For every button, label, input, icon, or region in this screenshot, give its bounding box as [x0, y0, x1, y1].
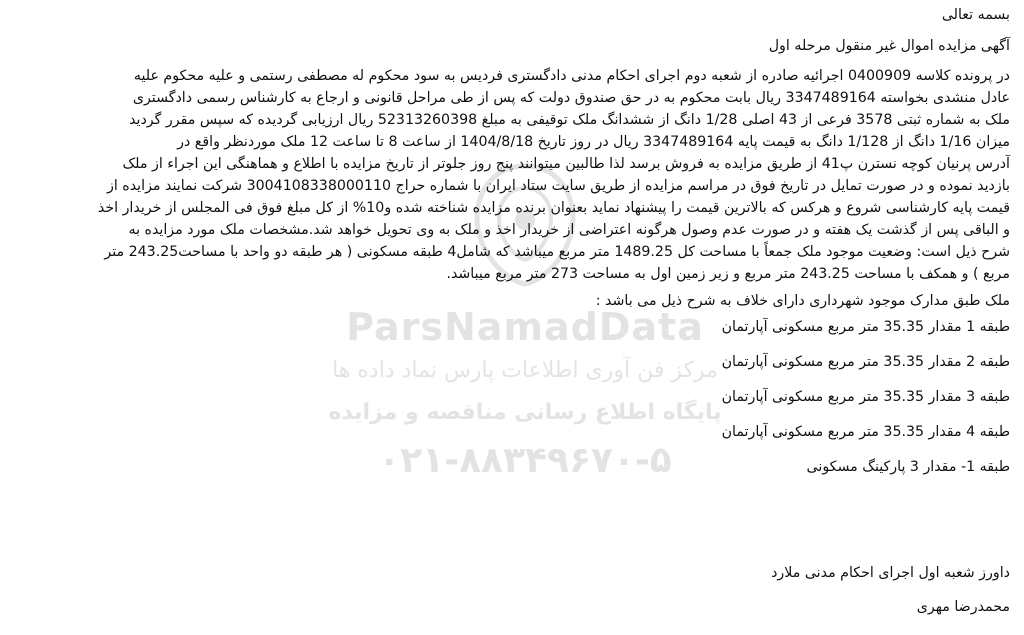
- paragraph-line: ملک به شماره ثبتی 3578 فرعی از 43 اصلی 1/28 دانگ از ششدانگ ملک توقیفی به مبلغ 52313260398 ریال ارزیابی گردیده که سپس مقرر گردید: [129, 112, 1010, 128]
- signature-role: داورز شعبه اول اجرای احکام مدنی ملارد: [771, 565, 1010, 581]
- document-title: آگهی مزایده اموال غیر منقول مرحله اول: [768, 38, 1010, 54]
- paragraph-line: عادل منشدی بخواسته 3347489164 ریال بابت محکوم به در حق صندوق دولت که پس از طی مراحل قانونی و ارجاع به کارشناس رسمی دادگستری: [132, 90, 1010, 106]
- watermark-line-2: پایگاه اطلاع رسانی مناقصه و مزایده: [328, 400, 722, 425]
- paragraph-line: در پرونده کلاسه 0400909 اجرائیه صادره از شعبه دوم اجرای احکام مدنی دادگستری فردیس به سود محکوم له مصطفی رستمی و علیه محکوم علیه: [133, 68, 1010, 84]
- auction-paragraph: [10, 65, 1010, 285]
- document-body: [10, 4, 1010, 491]
- paragraph-line: آدرس پرنیان کوچه نسترن پ41 از طریق مزایده به فروش برسد لذا طالبین میتوانند پنج روز جلوتر از تاریخ مزایده با اطلاع و هماهنگی این اجراء از ملک: [122, 156, 1010, 172]
- paragraph-line: و الباقی پس از گذشت یک هفته و در صورت عدم وصول هرگونه اعتراضی از خریدار اخذ و ملک به وی تحویل خواهد شد.مشخصات ملک مورد مزایده به: [128, 222, 1010, 238]
- paragraph-line: شرح ذیل است: وضعیت موجود ملک جمعاً با مساحت کل 1489.25 متر مربع میباشد که شامل4 طبقه مسکونی ( هر طبقه دو واحد با مساحت243.25 متر: [104, 244, 1010, 260]
- signature-block: [771, 562, 1010, 630]
- paragraph-line: مربع ) و همکف با مساحت 243.25 متر مربع و زیر زمین اول به مساحت 273 متر مربع میباشد.: [446, 266, 1010, 282]
- paragraph-line: میزان 1/16 دانگ از 1/128 دانگ به قیمت پایه 3347489164 ریال در روز تاریخ 1404/8/18 از ساعت 8 تا ساعت 12 ملک موردنظر واقع در: [177, 134, 1010, 150]
- watermark-brand: ParsNamadData: [346, 305, 704, 349]
- list-item: طبقه 1- مقدار 3 پارکینگ مسکونی: [806, 459, 1010, 475]
- signature-name: محمدرضا مهری: [916, 599, 1010, 615]
- document-header: بسمه تعالی: [941, 7, 1010, 23]
- list-item: طبقه 1 مقدار 35.35 متر مربع مسکونی آپارتمان: [721, 319, 1010, 335]
- list-item: طبقه 3 مقدار 35.35 متر مربع مسکونی آپارتمان: [721, 389, 1010, 405]
- watermark-line-1: مرکز فن آوری اطلاعات پارس نماد داده ها: [332, 358, 718, 383]
- watermark-phone: ۰۲۱-۸۸۳۴۹۶۷۰-۵: [378, 440, 672, 481]
- list-item: طبقه 2 مقدار 35.35 متر مربع مسکونی آپارتمان: [721, 354, 1010, 370]
- violations-list: [10, 316, 1010, 478]
- paragraph-line: قیمت پایه کارشناسی شروع و هرکس که بالاترین قیمت را پیشنهاد نماید بعنوان برنده مزایده شناخته شده و10% از کل مبلغ فوق فی المجلس از خریدار اخذ: [97, 200, 1010, 216]
- paragraph-line: بازدید نموده و در صورت تمایل در تاریخ فوق در مراسم مزایده از طریق سایت ستاد ایران با شماره حراج 3004108338000110 شرکت نمایند مزایده از: [107, 178, 1010, 194]
- violations-intro: ملک طبق مدارک موجود شهرداری دارای خلاف به شرح ذیل می باشد :: [595, 293, 1010, 309]
- list-item: طبقه 4 مقدار 35.35 متر مربع مسکونی آپارتمان: [721, 424, 1010, 440]
